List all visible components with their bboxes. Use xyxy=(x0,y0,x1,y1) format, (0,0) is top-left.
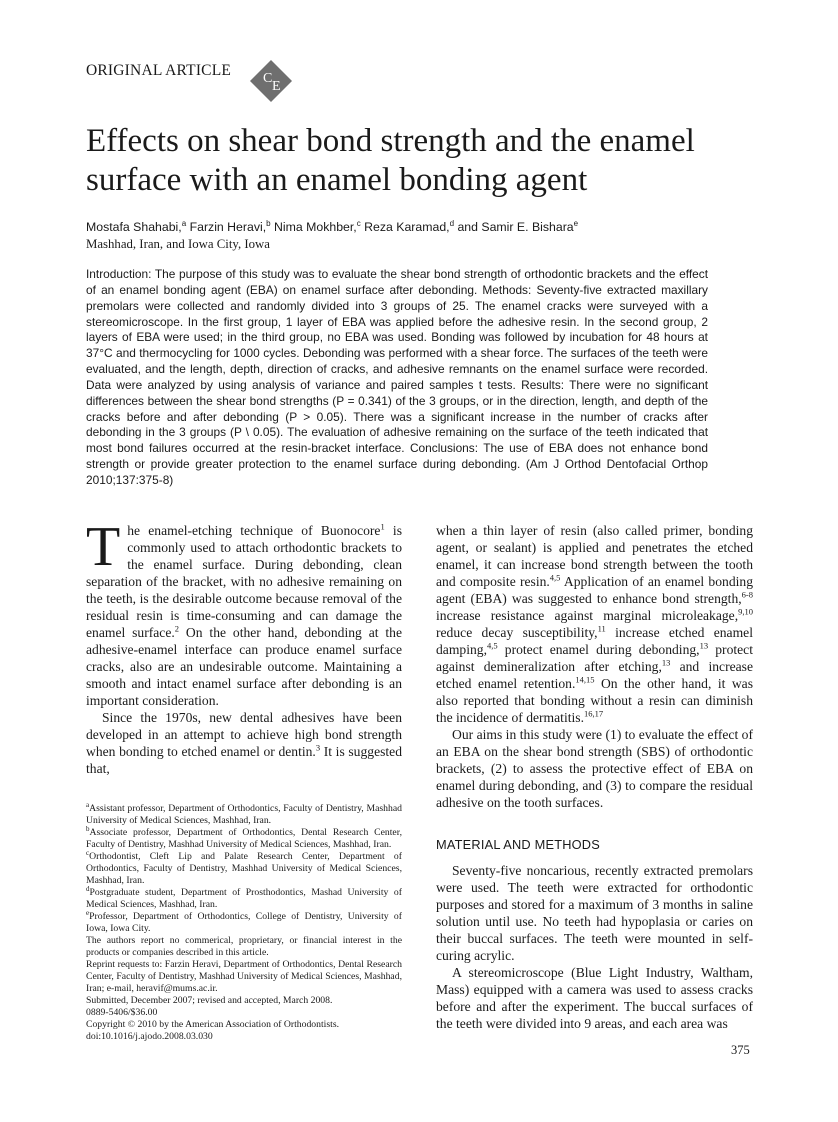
footnote: $^c$Orthodontist, Cleft Lip and Palate Research Center, Department of Orthodontics, Faculty of Dentistry, Mashhad University of Medical Sciences, Mashhad, Iran. xyxy=(86,848,402,886)
author-mark: e xyxy=(573,219,579,228)
footnote-reprint: Reprint requests to: Farzin Heravi, Department of Orthodontics, Dental Research Center, Faculty of Dentistry, Mashhad University of Medical Sciences, Mashhad, Iran; e-mail, heravif@mums.ac.ir. xyxy=(86,959,402,994)
aims-paragraph: Our aims in this study were (1) to evaluate the effect of an EBA on the shear bond strength (SBS) of orthodontic brackets, (2) to assess the protective effect of EBA on enamel during debonding, and (3) to compare the residual adhesive on the tooth surfaces. xyxy=(436,727,753,810)
ce-badge-letter-c: C xyxy=(263,71,273,86)
footnote-copyright: Copyright © 2010 by the American Association of Orthodontists. xyxy=(86,1019,340,1030)
footnote: $^b$Associate professor, Department of Orthodontics, Dental Research Center, Faculty of Dentistry, Mashhad University of Medical Sciences, Mashhad, Iran. xyxy=(86,824,402,850)
left-column xyxy=(86,516,402,1043)
author-location: Mashhad, Iran, and Iowa City, Iowa xyxy=(86,237,270,251)
author-name: Farzin Heravi, xyxy=(189,220,267,235)
page-number: 375 xyxy=(731,1043,750,1057)
author-name: Reza Karamad, xyxy=(364,220,450,235)
footnote-doi: doi:10.1016/j.ajodo.2008.03.030 xyxy=(86,1031,213,1042)
footnote: 0889-5406/$36.00 xyxy=(86,1007,158,1018)
right-column xyxy=(436,522,753,1032)
section-heading: MATERIAL AND METHODS xyxy=(436,837,600,852)
footnote: Submitted, December 2007; revised and accepted, March 2008. xyxy=(86,995,333,1006)
intro-paragraph-3: when a thin layer of resin (also called primer, bonding agent, or sealant) is applied and penetrates the etched enamel, it can increase bond strength between the tooth and composite resin.$^{4,5}$ Application of an enamel bonding agent (EBA) was suggested to enhance bond strength,$^{6-8}$ increase resistance against marginal microleakage,$^{9,10}$ reduce decay susceptibility,$^{11}$ increase etched enamel damping,$^{4,5}$ protect enamel during debonding,$^{13}$ protect against demineralization after etching,$^{13}$ and increase etched enamel retention.$^{14,15}$ On the other hand, it was also reported that bonding without a resin can diminish the incidence of dermatitis.$^{16,17}$ xyxy=(436,523,753,725)
author-name: Mostafa Shahabi, xyxy=(86,220,182,235)
drop-cap: T xyxy=(86,516,121,578)
abstract: Introduction: The purpose of this study was to evaluate the shear bond strength of orthodontic brackets and the effect of an enamel bonding agent (EBA) on enamel surface after debonding. Methods: Seventy-five extracted maxillary premolars were collected and randomly divided into 3 groups of 25. The enamel cracks were surveyed with a stereomicroscope. In the first group, 1 layer of EBA was applied before the adhesive resin. In the second group, 2 layers of EBA were used; in the third group, no EBA was used. Bonding was followed by incubation for 48 hours at 37°C and thermocycling for 1000 cycles. Debonding was performed with a shear force. The surfaces of the teeth were evaluated, and the length, depth, direction of cracks, and adhesive remnants on the enamel surface were recorded. Data were analyzed by using analysis of variance and paired samples t tests. Results: There were no significant differences between the shear bond strengths (P = 0.341) of the 3 groups, or in the direction, length, and depth of the cracks before and after debonding (P > 0.05). There was a significant increase in the number of cracks after debonding in the 3 groups (P \ 0.05). The evaluation of adhesive remaining on the surface of the teeth indicated that most bond failures occurred at the resin-bracket interface. Conclusions: The use of EBA does not enhance bond strength or provide greater protection to the enamel surface during debonding. (Am J Orthod Dentofacial Orthop 2010;137:375-8) xyxy=(86,267,708,487)
methods-paragraph-2: A stereomicroscope (Blue Light Industry, Waltham, Mass) equipped with a camera was used to assess cracks before and after the experiment. The buccal surfaces of the teeth were divided into 9 areas, and each area was xyxy=(436,965,753,1031)
intro-paragraph-2: Since the 1970s, new dental adhesives have been developed in an attempt to achieve high bond strength when bonding to etched enamel or dentin.$^3$ It is suggested that, xyxy=(86,710,402,776)
footnote: The authors report no commerical, proprietary, or financial interest in the products or companies described in this article. xyxy=(86,935,402,958)
intro-paragraph-1: The enamel-etching technique of Buonocore$^1$ is commonly used to attach orthodontic brackets to the enamel surface. During debonding, clean separation of the bracket, with no adhesive remaining on the teeth, is the desirable outcome because removal of the residual resin is time-consuming and can damage the enamel surface.$^2$ On the other hand, debonding at the adhesive-enamel interface can produce enamel surface cracks, also are an undesirable outcome. Maintaining a smooth and intact enamel surface after debonding is an important consideration. xyxy=(86,516,402,708)
section-label: ORIGINAL ARTICLE xyxy=(86,62,232,79)
footnote: $^e$Professor, Department of Orthodontics, College of Dentistry, University of Iowa, Iowa City. xyxy=(86,908,402,934)
author-name: Nima Mokhber, xyxy=(274,220,357,235)
author-list xyxy=(86,219,578,234)
footnote: $^d$Postgraduate student, Department of Prosthodontics, Mashad University of Medical Sciences, Mashhad, Iran. xyxy=(86,884,402,910)
author-mark: d xyxy=(449,219,455,228)
author-name: and Samir E. Bishara xyxy=(457,220,574,235)
author-mark: a xyxy=(181,219,187,228)
methods-paragraph-1: Seventy-five noncarious, recently extracted premolars were used. The teeth were extracted for orthodontic purposes and stored for a maximum of 3 months in saline solution until use. No teeth had hypoplasia or caries on their buccal surfaces. The teeth were mounted in self-curing acrylic. xyxy=(436,863,753,963)
ce-badge-icon xyxy=(248,58,294,104)
article-title: Effects on shear bond strength and the enamel surface with an enamel bonding agent xyxy=(86,123,695,198)
author-mark: c xyxy=(356,219,361,228)
footnote: $^a$Assistant professor, Department of Orthodontics, Faculty of Dentistry, Mashhad University of Medical Sciences, Mashhad, Iran. xyxy=(86,800,402,826)
ce-badge-letter-e: E xyxy=(272,79,281,94)
author-mark: b xyxy=(266,219,271,228)
footnotes xyxy=(86,800,402,1043)
